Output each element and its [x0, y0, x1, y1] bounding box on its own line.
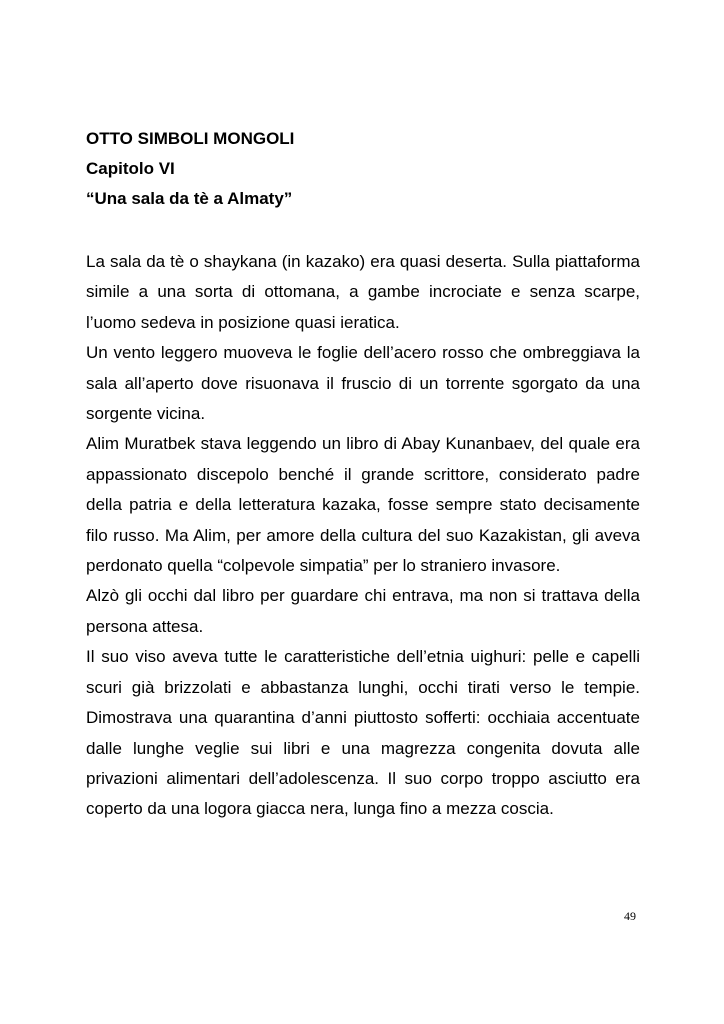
paragraph: La sala da tè o shaykana (in kazako) era quasi deserta. Sulla piattaforma simile a una sorta di ottomana, a gambe incrociate e senza scarpe, l’uomo sedeva in posizione quasi ieratica. — [86, 252, 640, 332]
chapter-number: Capitolo VI — [86, 159, 175, 178]
paragraph: Un vento leggero muoveva le foglie dell’acero rosso che ombreggiava la sala all’aperto dove risuonava il fruscio di un torrente sgorgato da una sorgente vicina. — [86, 343, 640, 424]
body-text — [86, 247, 640, 825]
paragraph: Alzò gli occhi dal libro per guardare chi entrava, ma non si trattava della persona attesa. — [86, 586, 640, 636]
page-number: 49 — [624, 909, 636, 923]
book-title: OTTO SIMBOLI MONGOLI — [86, 129, 295, 148]
chapter-heading-block — [86, 124, 646, 214]
chapter-title: “Una sala da tè a Almaty” — [86, 189, 293, 208]
paragraph: Alim Muratbek stava leggendo un libro di Abay Kunanbaev, del quale era appassionato discepolo benché il grande scrittore, considerato padre della patria e della letteratura kazaka, fosse sempre stato decisamente filo russo. Ma Alim, per amore della cultura del suo Kazakistan, gli aveva perdonato quella “colpevole simpatia” per lo straniero invasore. — [86, 434, 640, 576]
paragraph: Il suo viso aveva tutte le caratteristiche dell’etnia uighuri: pelle e capelli scuri già brizzolati e abbastanza lunghi, occhi tirati verso le tempie. Dimostrava una quarantina d’anni piuttosto sofferti: occhiaia accentuate dalle lunghe veglie sui libri e una magrezza congenita dovuta alle privazioni alimentari dell’adolescenza. Il suo corpo troppo asciutto era coperto da una logora giacca nera, lunga fino a mezza coscia. — [86, 647, 640, 819]
